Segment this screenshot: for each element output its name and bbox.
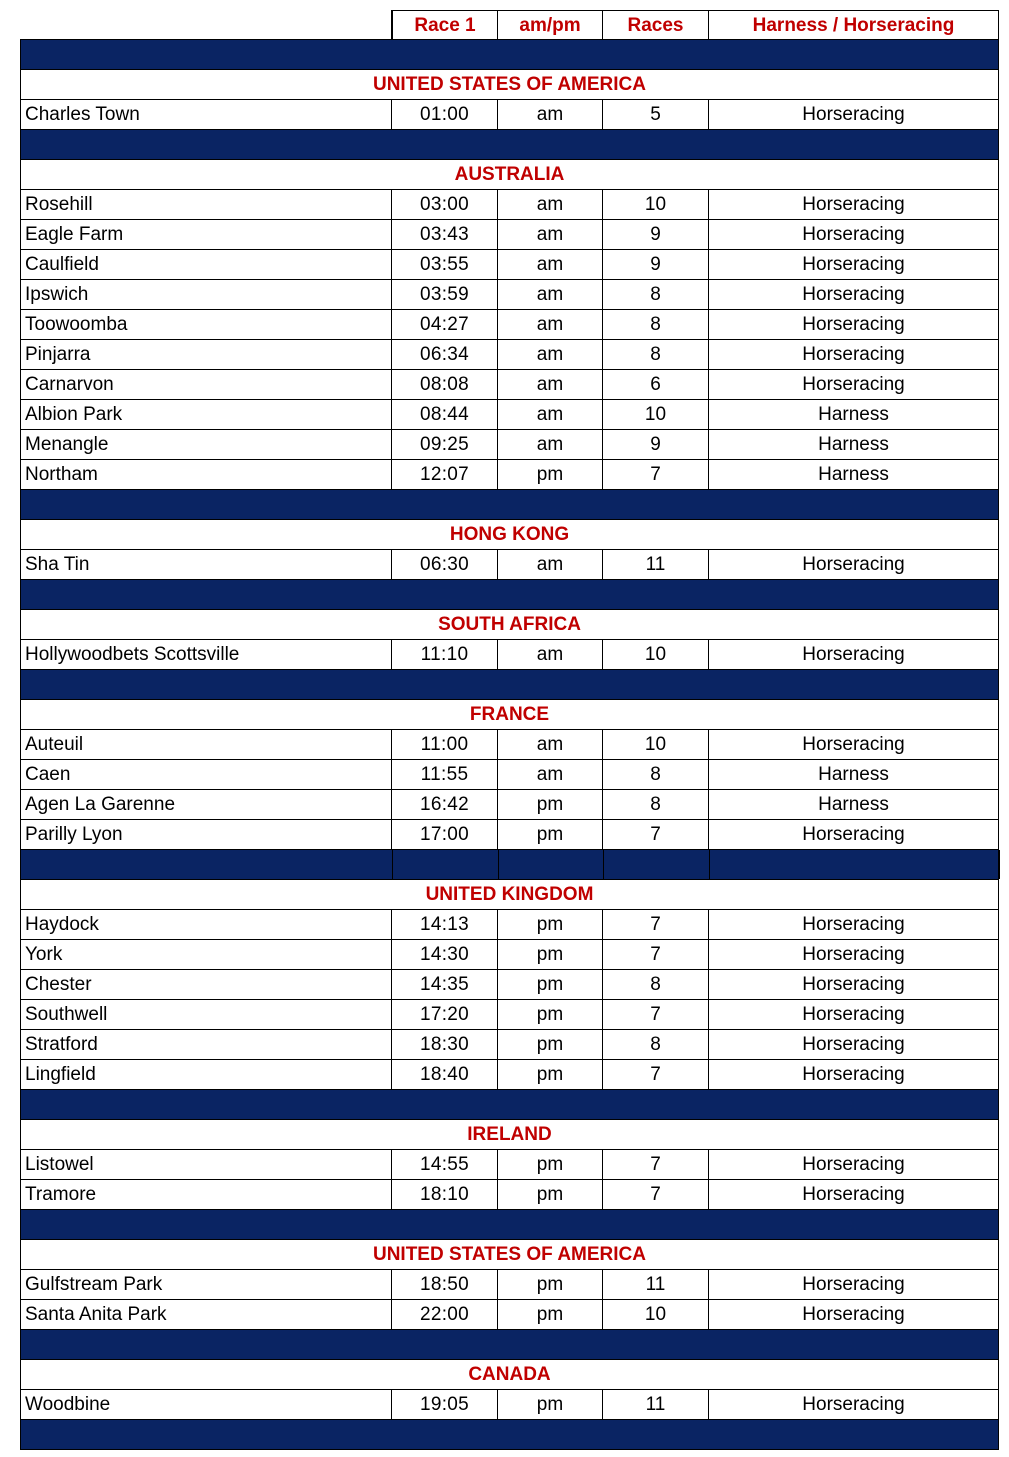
venue-cell: Menangle — [20, 430, 392, 460]
race-type-cell: Harness — [709, 790, 999, 820]
races-count-cell: 8 — [603, 790, 709, 820]
race1-time-cell: 14:30 — [392, 940, 498, 970]
country-heading: IRELAND — [20, 1120, 999, 1150]
table-row — [20, 910, 999, 940]
header-race1: Race 1 — [392, 10, 498, 40]
races-count-cell: 10 — [603, 190, 709, 220]
race1-time-cell: 19:05 — [392, 1390, 498, 1420]
venue-cell: Parilly Lyon — [20, 820, 392, 850]
section-divider-band — [20, 850, 999, 880]
section-divider-band — [20, 670, 999, 700]
races-count-cell: 7 — [603, 820, 709, 850]
race-type-cell: Horseracing — [709, 1150, 999, 1180]
races-count-cell: 10 — [603, 1300, 709, 1330]
races-count-cell: 10 — [603, 400, 709, 430]
venue-cell: York — [20, 940, 392, 970]
table-row — [20, 1180, 999, 1210]
venue-cell: Southwell — [20, 1000, 392, 1030]
ampm-cell: pm — [498, 1180, 603, 1210]
table-row — [20, 760, 999, 790]
ampm-cell: am — [498, 760, 603, 790]
ampm-cell: am — [498, 280, 603, 310]
race-type-cell: Horseracing — [709, 1030, 999, 1060]
race-type-cell: Horseracing — [709, 550, 999, 580]
races-count-cell: 7 — [603, 940, 709, 970]
venue-cell: Pinjarra — [20, 340, 392, 370]
races-count-cell: 10 — [603, 730, 709, 760]
races-count-cell: 11 — [603, 550, 709, 580]
race1-time-cell: 11:10 — [392, 640, 498, 670]
table-row — [20, 940, 999, 970]
venue-cell: Eagle Farm — [20, 220, 392, 250]
ampm-cell: pm — [498, 1150, 603, 1180]
race1-time-cell: 08:08 — [392, 370, 498, 400]
ampm-cell: am — [498, 310, 603, 340]
race1-time-cell: 18:10 — [392, 1180, 498, 1210]
race-schedule-sheet — [20, 10, 999, 1450]
header-ampm: am/pm — [498, 10, 603, 40]
race1-time-cell: 14:55 — [392, 1150, 498, 1180]
country-heading: SOUTH AFRICA — [20, 610, 999, 640]
table-row — [20, 100, 999, 130]
races-count-cell: 9 — [603, 220, 709, 250]
race-type-cell: Horseracing — [709, 910, 999, 940]
table-row — [20, 220, 999, 250]
ampm-cell: pm — [498, 910, 603, 940]
race-type-cell: Horseracing — [709, 220, 999, 250]
section-divider-band — [20, 1210, 999, 1240]
race1-time-cell: 01:00 — [392, 100, 498, 130]
race1-time-cell: 14:35 — [392, 970, 498, 1000]
table-row — [20, 250, 999, 280]
section-divider-band — [20, 1330, 999, 1360]
section-divider-band — [20, 490, 999, 520]
country-heading: CANADA — [20, 1360, 999, 1390]
table-row — [20, 430, 999, 460]
race-type-cell: Horseracing — [709, 310, 999, 340]
race-type-cell: Horseracing — [709, 1000, 999, 1030]
table-row — [20, 280, 999, 310]
table-row — [20, 820, 999, 850]
races-count-cell: 8 — [603, 760, 709, 790]
race-type-cell: Horseracing — [709, 970, 999, 1000]
venue-cell: Tramore — [20, 1180, 392, 1210]
races-count-cell: 8 — [603, 340, 709, 370]
ampm-cell: pm — [498, 1030, 603, 1060]
table-row — [20, 310, 999, 340]
race-type-cell: Horseracing — [709, 1060, 999, 1090]
table-row — [20, 460, 999, 490]
table-row — [20, 1000, 999, 1030]
ampm-cell: pm — [498, 970, 603, 1000]
country-heading: FRANCE — [20, 700, 999, 730]
section-divider-band — [20, 1090, 999, 1120]
table-row — [20, 1270, 999, 1300]
venue-cell: Sha Tin — [20, 550, 392, 580]
ampm-cell: am — [498, 340, 603, 370]
table-row — [20, 340, 999, 370]
venue-cell: Carnarvon — [20, 370, 392, 400]
header-type: Harness / Horseracing — [709, 10, 999, 40]
races-count-cell: 11 — [603, 1390, 709, 1420]
venue-cell: Lingfield — [20, 1060, 392, 1090]
ampm-cell: pm — [498, 1060, 603, 1090]
band-column-segment — [21, 850, 393, 879]
race1-time-cell: 17:20 — [392, 1000, 498, 1030]
race-type-cell: Horseracing — [709, 190, 999, 220]
race-type-cell: Horseracing — [709, 640, 999, 670]
band-column-segment — [710, 850, 1000, 879]
venue-cell: Hollywoodbets Scottsville — [20, 640, 392, 670]
races-count-cell: 5 — [603, 100, 709, 130]
header-row — [20, 10, 999, 40]
races-count-cell: 6 — [603, 370, 709, 400]
table-row — [20, 1390, 999, 1420]
section-divider-band — [20, 40, 999, 70]
race1-time-cell: 14:13 — [392, 910, 498, 940]
race1-time-cell: 11:00 — [392, 730, 498, 760]
races-count-cell: 7 — [603, 1150, 709, 1180]
table-row — [20, 1030, 999, 1060]
race1-time-cell: 06:30 — [392, 550, 498, 580]
race-type-cell: Horseracing — [709, 1180, 999, 1210]
venue-cell: Ipswich — [20, 280, 392, 310]
table-row — [20, 190, 999, 220]
race1-time-cell: 03:43 — [392, 220, 498, 250]
venue-cell: Caen — [20, 760, 392, 790]
venue-cell: Agen La Garenne — [20, 790, 392, 820]
table-row — [20, 1300, 999, 1330]
races-count-cell: 8 — [603, 970, 709, 1000]
venue-cell: Caulfield — [20, 250, 392, 280]
table-row — [20, 400, 999, 430]
race-type-cell: Horseracing — [709, 1300, 999, 1330]
schedule-body — [20, 40, 999, 1450]
race1-time-cell: 06:34 — [392, 340, 498, 370]
ampm-cell: pm — [498, 1300, 603, 1330]
country-heading: UNITED STATES OF AMERICA — [20, 70, 999, 100]
band-column-segment — [604, 850, 710, 879]
race-type-cell: Harness — [709, 760, 999, 790]
ampm-cell: pm — [498, 1270, 603, 1300]
races-count-cell: 8 — [603, 1030, 709, 1060]
band-column-segment — [393, 850, 499, 879]
race1-time-cell: 12:07 — [392, 460, 498, 490]
venue-cell: Charles Town — [20, 100, 392, 130]
ampm-cell: pm — [498, 820, 603, 850]
ampm-cell: am — [498, 640, 603, 670]
ampm-cell: am — [498, 250, 603, 280]
venue-cell: Chester — [20, 970, 392, 1000]
race1-time-cell: 08:44 — [392, 400, 498, 430]
table-row — [20, 1150, 999, 1180]
races-count-cell: 9 — [603, 250, 709, 280]
race1-time-cell: 04:27 — [392, 310, 498, 340]
races-count-cell: 11 — [603, 1270, 709, 1300]
race-type-cell: Horseracing — [709, 820, 999, 850]
ampm-cell: pm — [498, 460, 603, 490]
ampm-cell: pm — [498, 1000, 603, 1030]
venue-cell: Albion Park — [20, 400, 392, 430]
races-count-cell: 7 — [603, 1060, 709, 1090]
race-type-cell: Horseracing — [709, 370, 999, 400]
country-heading: AUSTRALIA — [20, 160, 999, 190]
ampm-cell: pm — [498, 940, 603, 970]
venue-cell: Stratford — [20, 1030, 392, 1060]
race1-time-cell: 03:00 — [392, 190, 498, 220]
races-count-cell: 7 — [603, 1000, 709, 1030]
table-row — [20, 790, 999, 820]
table-row — [20, 370, 999, 400]
header-venue-blank — [20, 10, 392, 40]
ampm-cell: am — [498, 550, 603, 580]
race-type-cell: Horseracing — [709, 1390, 999, 1420]
race1-time-cell: 03:59 — [392, 280, 498, 310]
section-divider-band — [20, 1420, 999, 1450]
race-type-cell: Horseracing — [709, 100, 999, 130]
ampm-cell: am — [498, 400, 603, 430]
venue-cell: Toowoomba — [20, 310, 392, 340]
venue-cell: Woodbine — [20, 1390, 392, 1420]
ampm-cell: am — [498, 100, 603, 130]
races-count-cell: 8 — [603, 280, 709, 310]
venue-cell: Haydock — [20, 910, 392, 940]
races-count-cell: 7 — [603, 910, 709, 940]
race1-time-cell: 18:40 — [392, 1060, 498, 1090]
venue-cell: Listowel — [20, 1150, 392, 1180]
ampm-cell: am — [498, 220, 603, 250]
race-type-cell: Harness — [709, 430, 999, 460]
race1-time-cell: 09:25 — [392, 430, 498, 460]
race-type-cell: Horseracing — [709, 730, 999, 760]
race-type-cell: Harness — [709, 400, 999, 430]
header-races: Races — [603, 10, 709, 40]
table-row — [20, 730, 999, 760]
section-divider-band — [20, 580, 999, 610]
races-count-cell: 7 — [603, 460, 709, 490]
table-row — [20, 550, 999, 580]
venue-cell: Rosehill — [20, 190, 392, 220]
table-row — [20, 970, 999, 1000]
venue-cell: Northam — [20, 460, 392, 490]
ampm-cell: am — [498, 370, 603, 400]
ampm-cell: pm — [498, 790, 603, 820]
band-column-segment — [499, 850, 604, 879]
venue-cell: Santa Anita Park — [20, 1300, 392, 1330]
ampm-cell: am — [498, 190, 603, 220]
ampm-cell: am — [498, 430, 603, 460]
race1-time-cell: 16:42 — [392, 790, 498, 820]
race-type-cell: Horseracing — [709, 280, 999, 310]
race-type-cell: Horseracing — [709, 940, 999, 970]
ampm-cell: am — [498, 730, 603, 760]
race1-time-cell: 18:50 — [392, 1270, 498, 1300]
races-count-cell: 8 — [603, 310, 709, 340]
race1-time-cell: 11:55 — [392, 760, 498, 790]
race-type-cell: Horseracing — [709, 1270, 999, 1300]
race-type-cell: Horseracing — [709, 250, 999, 280]
races-count-cell: 9 — [603, 430, 709, 460]
race1-time-cell: 03:55 — [392, 250, 498, 280]
table-row — [20, 1060, 999, 1090]
country-heading: HONG KONG — [20, 520, 999, 550]
venue-cell: Gulfstream Park — [20, 1270, 392, 1300]
races-count-cell: 7 — [603, 1180, 709, 1210]
venue-cell: Auteuil — [20, 730, 392, 760]
country-heading: UNITED STATES OF AMERICA — [20, 1240, 999, 1270]
race-type-cell: Harness — [709, 460, 999, 490]
races-count-cell: 10 — [603, 640, 709, 670]
section-divider-band — [20, 130, 999, 160]
race1-time-cell: 17:00 — [392, 820, 498, 850]
race1-time-cell: 22:00 — [392, 1300, 498, 1330]
ampm-cell: pm — [498, 1390, 603, 1420]
country-heading: UNITED KINGDOM — [20, 880, 999, 910]
table-row — [20, 640, 999, 670]
race1-time-cell: 18:30 — [392, 1030, 498, 1060]
race-type-cell: Horseracing — [709, 340, 999, 370]
